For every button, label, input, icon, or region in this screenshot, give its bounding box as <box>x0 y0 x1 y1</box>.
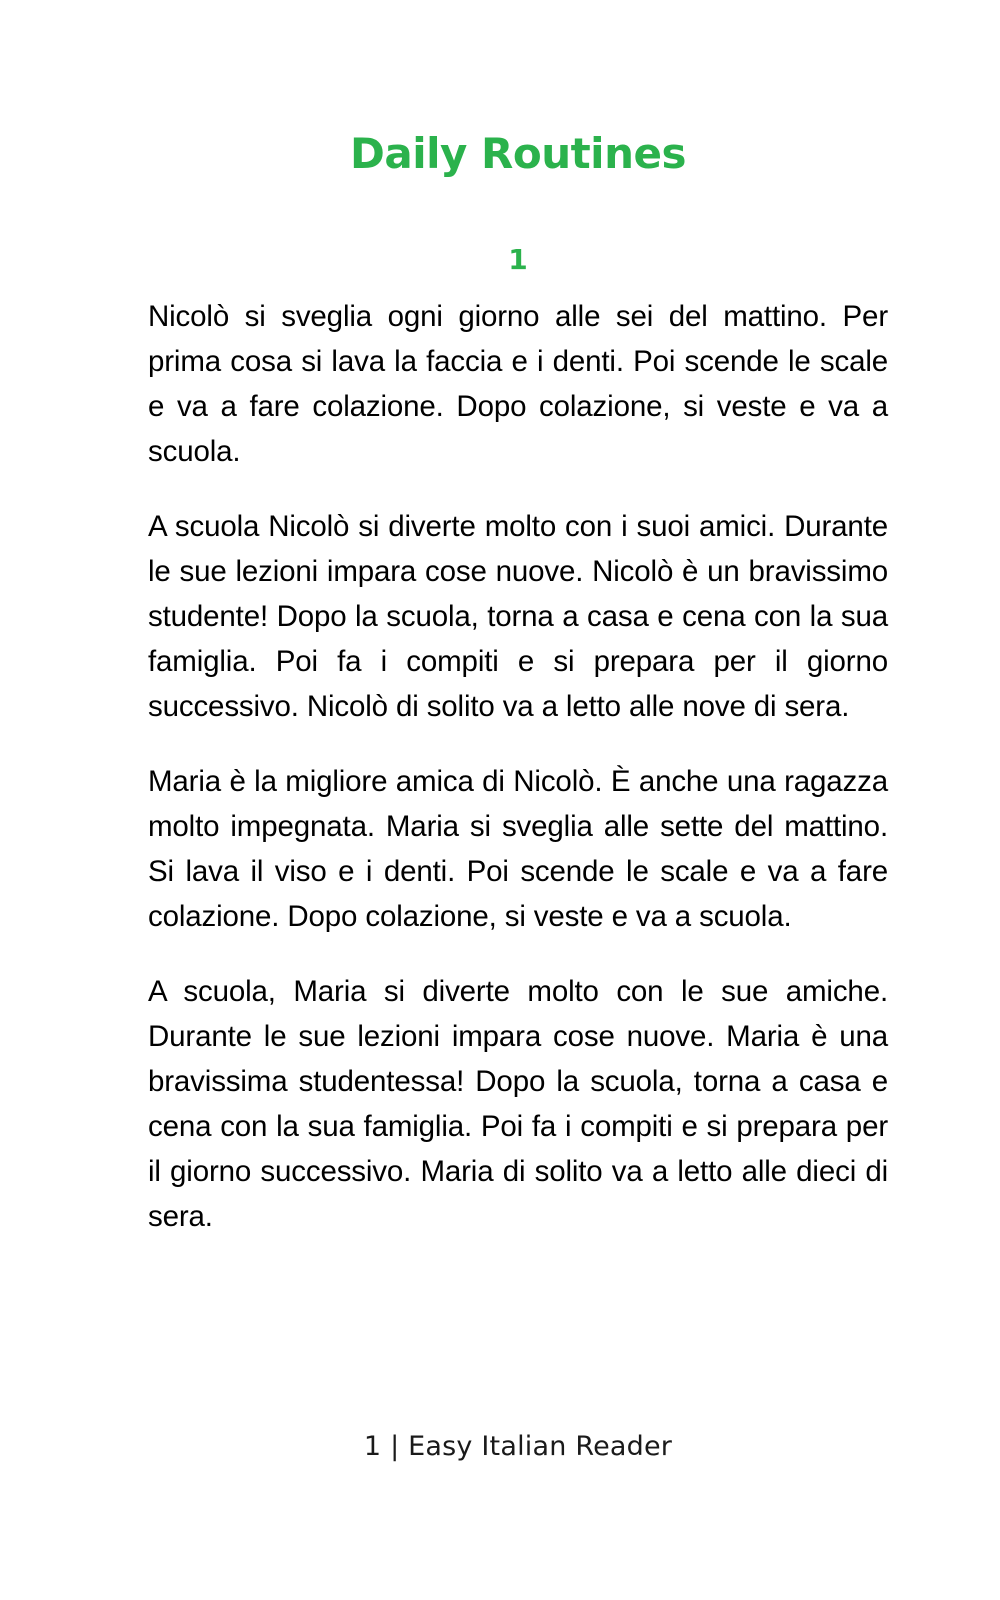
paragraph: Maria è la migliore amica di Nicolò. È anche una ragazza molto impegnata. Maria si sveglia alle sette del mattino. Si lava il viso e i denti. Poi scende le scale e va a fare colazione. Dopo colazione, si veste e va a scuola. <box>148 765 888 933</box>
page-footer: 1 | Easy Italian Reader <box>363 1431 673 1462</box>
paragraph: A scuola Nicolò si diverte molto con i suoi amici. Durante le sue lezioni impara cose nuove. Nicolò è un bravissimo studente! Dopo la scuola, torna a casa e cena con la sua famiglia. Poi fa i compiti e si prepara per il giorno successivo. Nicolò di solito va a letto alle nove di sera. <box>148 510 888 723</box>
section-number: 1 <box>508 243 528 276</box>
paragraph: Nicolò si sveglia ogni giorno alle sei del mattino. Per prima cosa si lava la faccia e i denti. Poi scende le scale e va a fare colazione. Dopo colazione, si veste e va a scuola. <box>148 300 888 468</box>
paragraph: A scuola, Maria si diverte molto con le sue amiche. Durante le sue lezioni impara cose nuove. Maria è una bravissima studentessa! Dopo la scuola, torna a casa e cena con la sua famiglia. Poi fa i compiti e si prepara per il giorno successivo. Maria di solito va a letto alle dieci di sera. <box>148 975 888 1233</box>
body-text <box>148 294 888 1239</box>
page-title: Daily Routines <box>350 129 686 178</box>
